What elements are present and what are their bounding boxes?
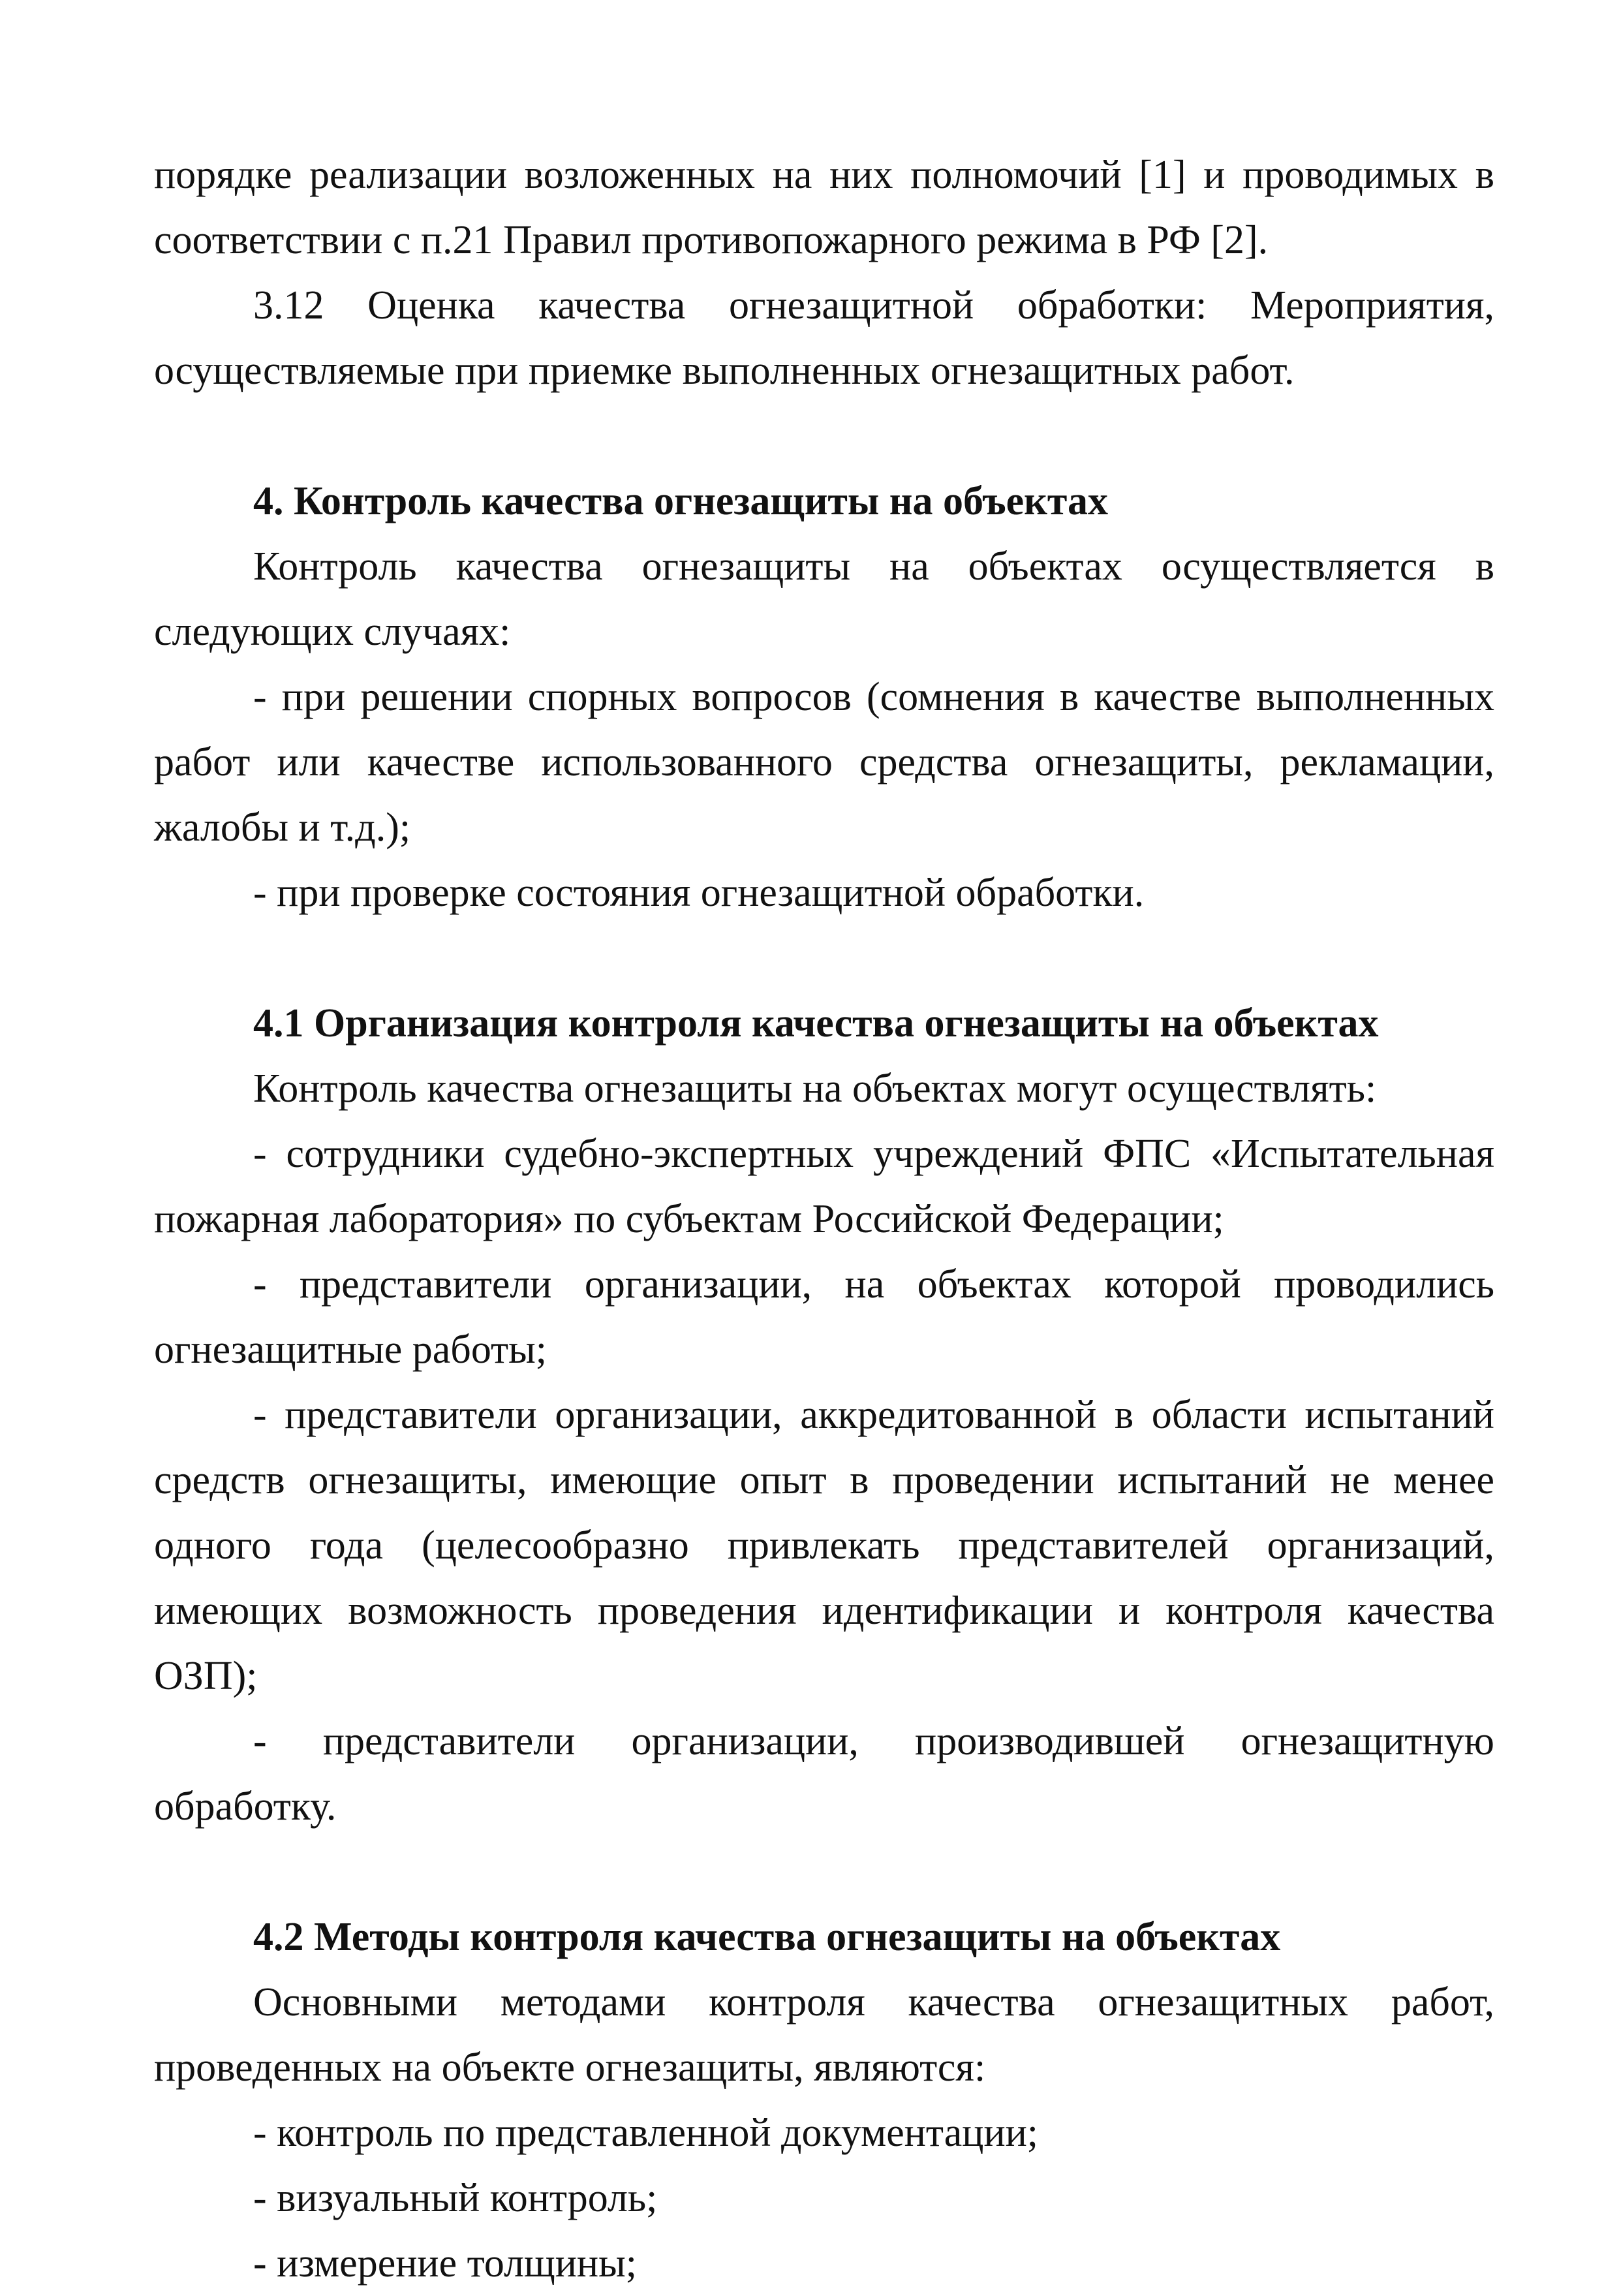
section-4-2-intro: Основными методами контроля качества огнезащитных работ, проведенных на объекте огнезащиты, являются:	[154, 1980, 1494, 2090]
list-item: - представители организации, аккредитованной в области испытаний средств огнезащиты, имеющие опыт в проведении испытаний не менее одного года (целесообразно привлекать представителей организаций, имеющих возможность проведения идентификации и контроля качества ОЗП);	[154, 1393, 1494, 1698]
spacer	[154, 403, 1494, 469]
section-4-1-intro: Контроль качества огнезащиты на объектах могут осуществлять:	[253, 1066, 1377, 1111]
section-4-intro: Контроль качества огнезащиты на объектах осуществляется в следующих случаях:	[154, 544, 1494, 654]
spacer	[154, 1839, 1494, 1904]
list-item: - при проверке состояния огнезащитной обработки.	[253, 871, 1145, 915]
list-item: - контроль по представленной документации;	[253, 2111, 1039, 2155]
spacer	[154, 925, 1494, 991]
paragraph-continuation: порядке реализации возложенных на них полномочий [1] и проводимых в соответствии с п.21 Правил противопожарного режима в РФ [2].	[154, 153, 1494, 262]
list-item: - визуальный контроль;	[253, 2176, 658, 2220]
list-item: - сотрудники судебно-экспертных учреждений ФПС «Испытательная пожарная лаборатория» по субъектам Российской Федерации;	[154, 1132, 1494, 1241]
list-item: - представители организации, производившей огнезащитную обработку.	[154, 1719, 1494, 1829]
list-item: - измерение толщины;	[253, 2241, 637, 2286]
paragraph-3-12: 3.12 Оценка качества огнезащитной обработки: Мероприятия, осуществляемые при приемке выполненных огнезащитных работ.	[154, 283, 1494, 393]
section-4-1-heading: 4.1 Организация контроля качества огнезащиты на объектах	[253, 1001, 1379, 1046]
list-item: - представители организации, на объектах которой проводились огнезащитные работы;	[154, 1262, 1494, 1372]
section-4-2-heading: 4.2 Методы контроля качества огнезащиты на объектах	[253, 1915, 1281, 1959]
list-item: - при решении спорных вопросов (сомнения в качестве выполненных работ или качестве использованного средства огнезащиты, рекламации, жалобы и т.д.);	[154, 675, 1494, 850]
section-4-heading: 4. Контроль качества огнезащиты на объектах	[253, 479, 1109, 523]
page-content	[154, 142, 1494, 2296]
